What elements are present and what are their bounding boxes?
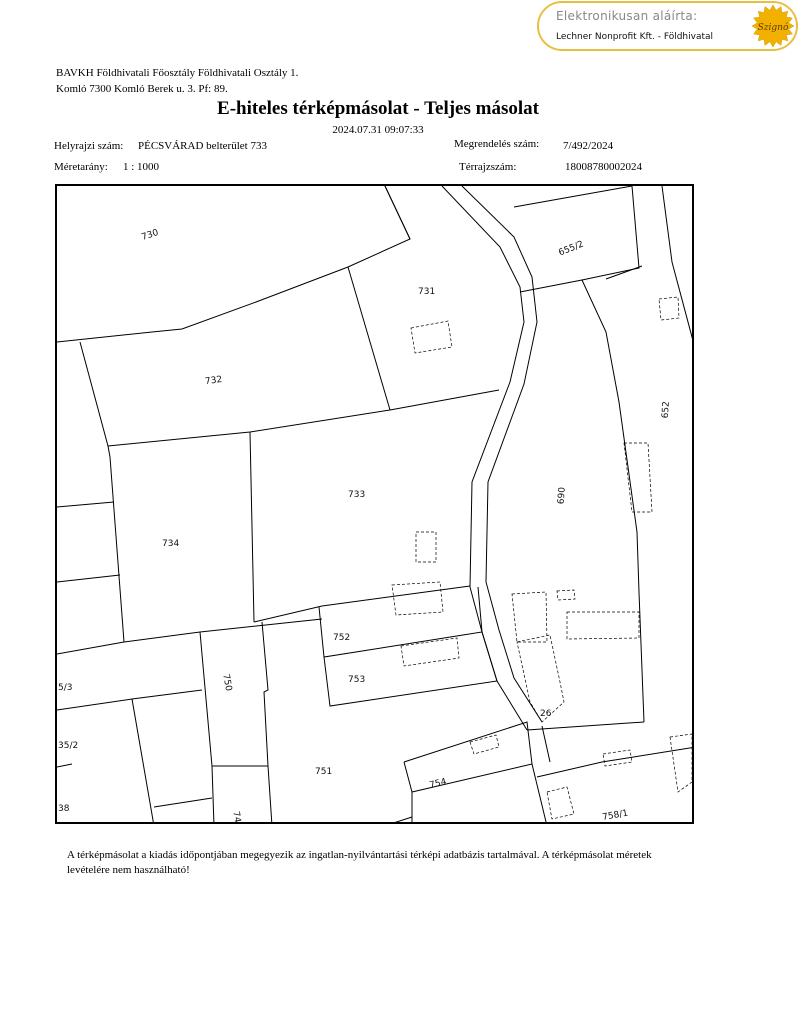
boundary-west-6: [212, 766, 214, 824]
map-number-label: Térrajzszám:: [459, 161, 517, 173]
parcel-label-750: 750: [220, 673, 234, 692]
issuer-line-1: BAVKH Földhivatali Főosztály Földhivatali Osztály 1.: [56, 67, 299, 79]
parcel-690-south: [527, 722, 644, 730]
boundary-750-west: [200, 632, 212, 766]
parcel-label-734: 734: [162, 539, 180, 549]
document-datetime: 2024.07.31 09:07:33: [332, 124, 424, 136]
boundary-750-south: [212, 766, 272, 824]
boundary-west-1: [57, 502, 114, 507]
building-690c: [557, 590, 575, 600]
parcel-label-751: 751: [315, 767, 333, 777]
document-title: E-hiteles térképmásolat - Teljes másolat: [217, 98, 539, 119]
road-west-edge: [442, 186, 527, 730]
parcel-732-733-divider: [108, 390, 499, 446]
parcel-731-732-divider: [348, 267, 390, 410]
building-652: [659, 297, 679, 320]
building-690a: [512, 592, 547, 642]
parcel-734-boundary-east: [250, 432, 254, 622]
parcel-754-boundary: [404, 722, 532, 792]
order-number-label: Megrendelés szám:: [454, 138, 540, 150]
cadastral-map: [55, 184, 694, 824]
order-number-value: 7/492/2024: [563, 140, 614, 152]
parcel-652-boundary: [606, 266, 642, 279]
scale-label: Méretarány:: [54, 161, 108, 173]
building-652b: [624, 443, 652, 512]
building-754: [470, 735, 499, 754]
seal-text: Szignó: [757, 23, 789, 33]
electronic-signature-stamp: [537, 1, 798, 51]
building-733: [416, 532, 436, 562]
parcel-label-752: 752: [333, 633, 351, 643]
parcel-730-boundary: [57, 186, 410, 342]
building-690d: [567, 612, 639, 639]
parcel-label-730: 730: [140, 227, 160, 243]
issuer-line-2: Komló 7300 Komló Berek u. 3. Pf: 89.: [56, 83, 228, 95]
boundary-west-4: [132, 699, 154, 824]
parcel-label-5-3: 5/3: [58, 683, 73, 693]
building-758a: [547, 787, 574, 819]
parcel-label-35-2: 35/2: [58, 741, 79, 751]
parcel-label-26: 26: [540, 709, 552, 719]
parcel-732-boundary: [80, 342, 110, 457]
parcel-label-758-1: 758/1: [601, 808, 629, 823]
parcel-label-690: 690: [556, 486, 568, 505]
parcel-652-west: [662, 186, 694, 352]
hrsz-value: PÉCSVÁRAD belterület 733: [138, 140, 267, 152]
boundary-west-5: [154, 798, 212, 807]
parcel-751-east: [384, 817, 412, 824]
boundary-west-7: [57, 764, 72, 767]
parcel-labels: [58, 228, 672, 824]
hrsz-label: Helyrajzi szám:: [54, 140, 124, 152]
building-outlines: [392, 297, 692, 819]
cadastral-map-drawing: [57, 186, 694, 824]
parcel-731-boundary-north: [385, 186, 410, 239]
parcel-label-731: 731: [418, 287, 436, 297]
parcel-758-1-boundary: [537, 747, 694, 777]
parcel-label-652: 652: [660, 400, 672, 419]
signature-title: Elektronikusan aláírta:: [556, 9, 698, 23]
map-number-value: 18008780002024: [565, 161, 642, 173]
parcel-label-74: 74: [230, 810, 243, 824]
parcel-label-733: 733: [348, 490, 366, 500]
parcel-758-1-west: [532, 764, 547, 824]
boundary-east-1: [542, 726, 550, 762]
parcel-label-732: 732: [204, 375, 223, 388]
building-733b: [392, 582, 443, 615]
boundary-750-east: [262, 622, 268, 766]
boundary-west-2: [57, 575, 120, 582]
building-731: [411, 321, 452, 353]
building-758c: [670, 734, 692, 792]
parcel-733-south: [254, 586, 470, 622]
footnote: A térképmásolat a kiadás időpontjában megegyezik az ingatlan-nyilvántartási térképi adatbázis tartalmával. A térképmásolat méretek levételére nem használható!: [67, 849, 652, 876]
parcel-734-boundary-west: [110, 457, 124, 642]
signer-name: Lechner Nonprofit Kft. - Földhivatal: [556, 32, 714, 42]
parcel-655-2-boundary: [514, 186, 639, 292]
parcel-boundaries: [57, 186, 694, 824]
road-east-edge: [462, 186, 542, 722]
parcel-label-753: 753: [348, 675, 366, 685]
building-753: [401, 638, 459, 666]
scale-value: 1 : 1000: [123, 161, 160, 173]
parcel-label-655-2: 655/2: [557, 239, 586, 259]
parcel-label-38: 38: [58, 804, 70, 814]
parcel-690-west: [582, 280, 644, 722]
boundary-5-3-south: [57, 690, 202, 710]
szigno-seal-icon: [751, 4, 795, 48]
parcel-label-754: 754: [428, 777, 448, 791]
boundary-west-3: [57, 619, 322, 654]
